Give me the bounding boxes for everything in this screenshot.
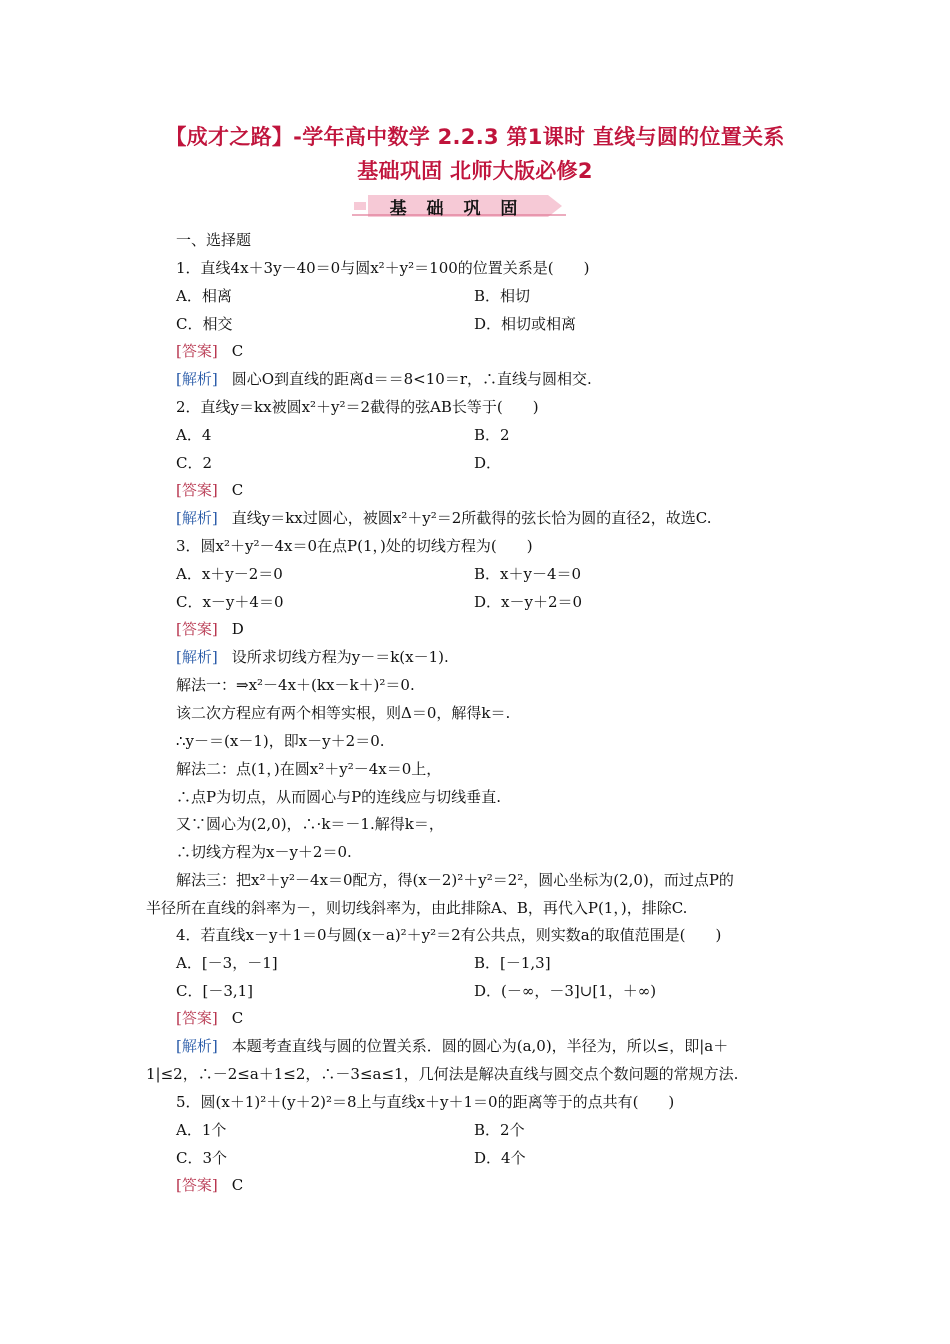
answer-value: C [231,342,244,360]
answer-row [176,1175,243,1195]
question-stem: 3．圆x²＋y²－4x＝0在点P(1，)处的切线方程为( ) [176,537,533,555]
option: C．3个 [176,1149,228,1167]
option: C．x－y＋4＝0 [176,593,284,611]
answer-tag: [答案] [176,1176,218,1194]
option: B．2个 [474,1121,525,1139]
answer-value: C [231,1176,244,1194]
question-stem: 4．若直线x－y＋1＝0与圆(x－a)²＋y²＝2有公共点，则实数a的取值范围是( ) [176,926,722,944]
analysis-text: 设所求切线方程为y－＝k(x－1). [231,648,449,666]
answer-value: C [231,1009,244,1027]
answer-tag: [答案] [176,342,218,360]
answer-tag: [答案] [176,481,218,499]
answer-row [176,341,243,361]
option: B．2 [474,426,510,444]
analysis-line: 该二次方程应有两个相等实根，则Δ＝0，解得k＝. [176,704,511,722]
analysis-tag: [解析] [176,370,218,388]
analysis-row [176,1036,728,1056]
analysis-row [176,647,449,667]
option: D．x－y＋2＝0 [474,593,583,611]
analysis-line: 解法三：把x²＋y²－4x＝0配方，得(x－2)²＋y²＝2²，圆心坐标为(2,0)，而过点P的 [176,871,734,889]
option: C．相交 [176,315,233,333]
option: D．(－∞，－3]∪[1，＋∞) [474,982,657,1000]
analysis-line: ∴点P为切点，从而圆心与P的连线应与切线垂直. [176,788,501,806]
question-stem: 2．直线y＝kx被圆x²＋y²＝2截得的弦AB长等于( ) [176,398,539,416]
analysis-tag: [解析] [176,1037,218,1055]
document-title-line-2: 基础巩固 北师大版必修2 [357,159,593,183]
analysis-row [176,369,592,389]
analysis-line: 又∵圆心为(2,0)，∴·k＝－1.解得k＝， [176,815,444,833]
analysis-text: 直线y＝kx过圆心，被圆x²＋y²＝2所截得的弦长恰为圆的直径2，故选C. [231,509,712,527]
option: C．[－3,1] [176,982,254,1000]
question-stem: 1．直线4x＋3y－40＝0与圆x²＋y²＝100的位置关系是( ) [176,259,590,277]
analysis-line: 1|≤2，∴－2≤a＋1≤2，∴－3≤a≤1，几何法是解决直线与圆交点个数问题的常规方法. [146,1065,739,1083]
analysis-text: 本题考查直线与圆的位置关系．圆的圆心为(a,0)，半径为，所以≤，即|a＋ [231,1037,729,1055]
question-stem: 5．圆(x＋1)²＋(y＋2)²＝8上与直线x＋y＋1＝0的距离等于的点共有( ) [176,1093,675,1111]
option: A．[－3，－1] [176,954,278,972]
analysis-line: ∴切线方程为x－y＋2＝0. [176,843,352,861]
answer-tag: [答案] [176,1009,218,1027]
analysis-line: 解法一：⇒x²－4x＋(kx－k＋)²＝0. [176,676,415,694]
answer-tag: [答案] [176,620,218,638]
option: D． [474,454,502,472]
analysis-tag: [解析] [176,509,218,527]
option: B．[－1,3] [474,954,551,972]
answer-row [176,480,243,500]
option: B．相切 [474,287,531,305]
option: A．x＋y－2＝0 [176,565,283,583]
section-banner [352,193,567,219]
option: D．4个 [474,1149,526,1167]
analysis-row [176,508,712,528]
option: B．x＋y－4＝0 [474,565,582,583]
section-heading: 一、选择题 [176,231,252,249]
answer-value: C [231,481,244,499]
option: A．1个 [176,1121,227,1139]
answer-row [176,1008,243,1028]
analysis-line: 解法二：点(1，)在圆x²＋y²－4x＝0上， [176,760,442,778]
analysis-tag: [解析] [176,648,218,666]
option: D．相切或相离 [474,315,577,333]
option: A．相离 [176,287,232,305]
option: C．2 [176,454,213,472]
document-title-line-1: 【成才之路】-学年高中数学 2.2.3 第1课时 直线与圆的位置关系 [165,125,785,149]
answer-row [176,619,244,639]
analysis-line: ∴y－＝(x－1)，即x－y＋2＝0. [176,732,385,750]
analysis-text: 圆心O到直线的距离d＝＝8<10＝r，∴直线与圆相交. [231,370,592,388]
analysis-line: 半径所在直线的斜率为－，则切线斜率为，由此排除A、B，再代入P(1，)，排除C. [146,899,688,917]
banner-label: 基 础 巩 固 [389,199,525,219]
option: A．4 [176,426,212,444]
answer-value: D [231,620,244,638]
